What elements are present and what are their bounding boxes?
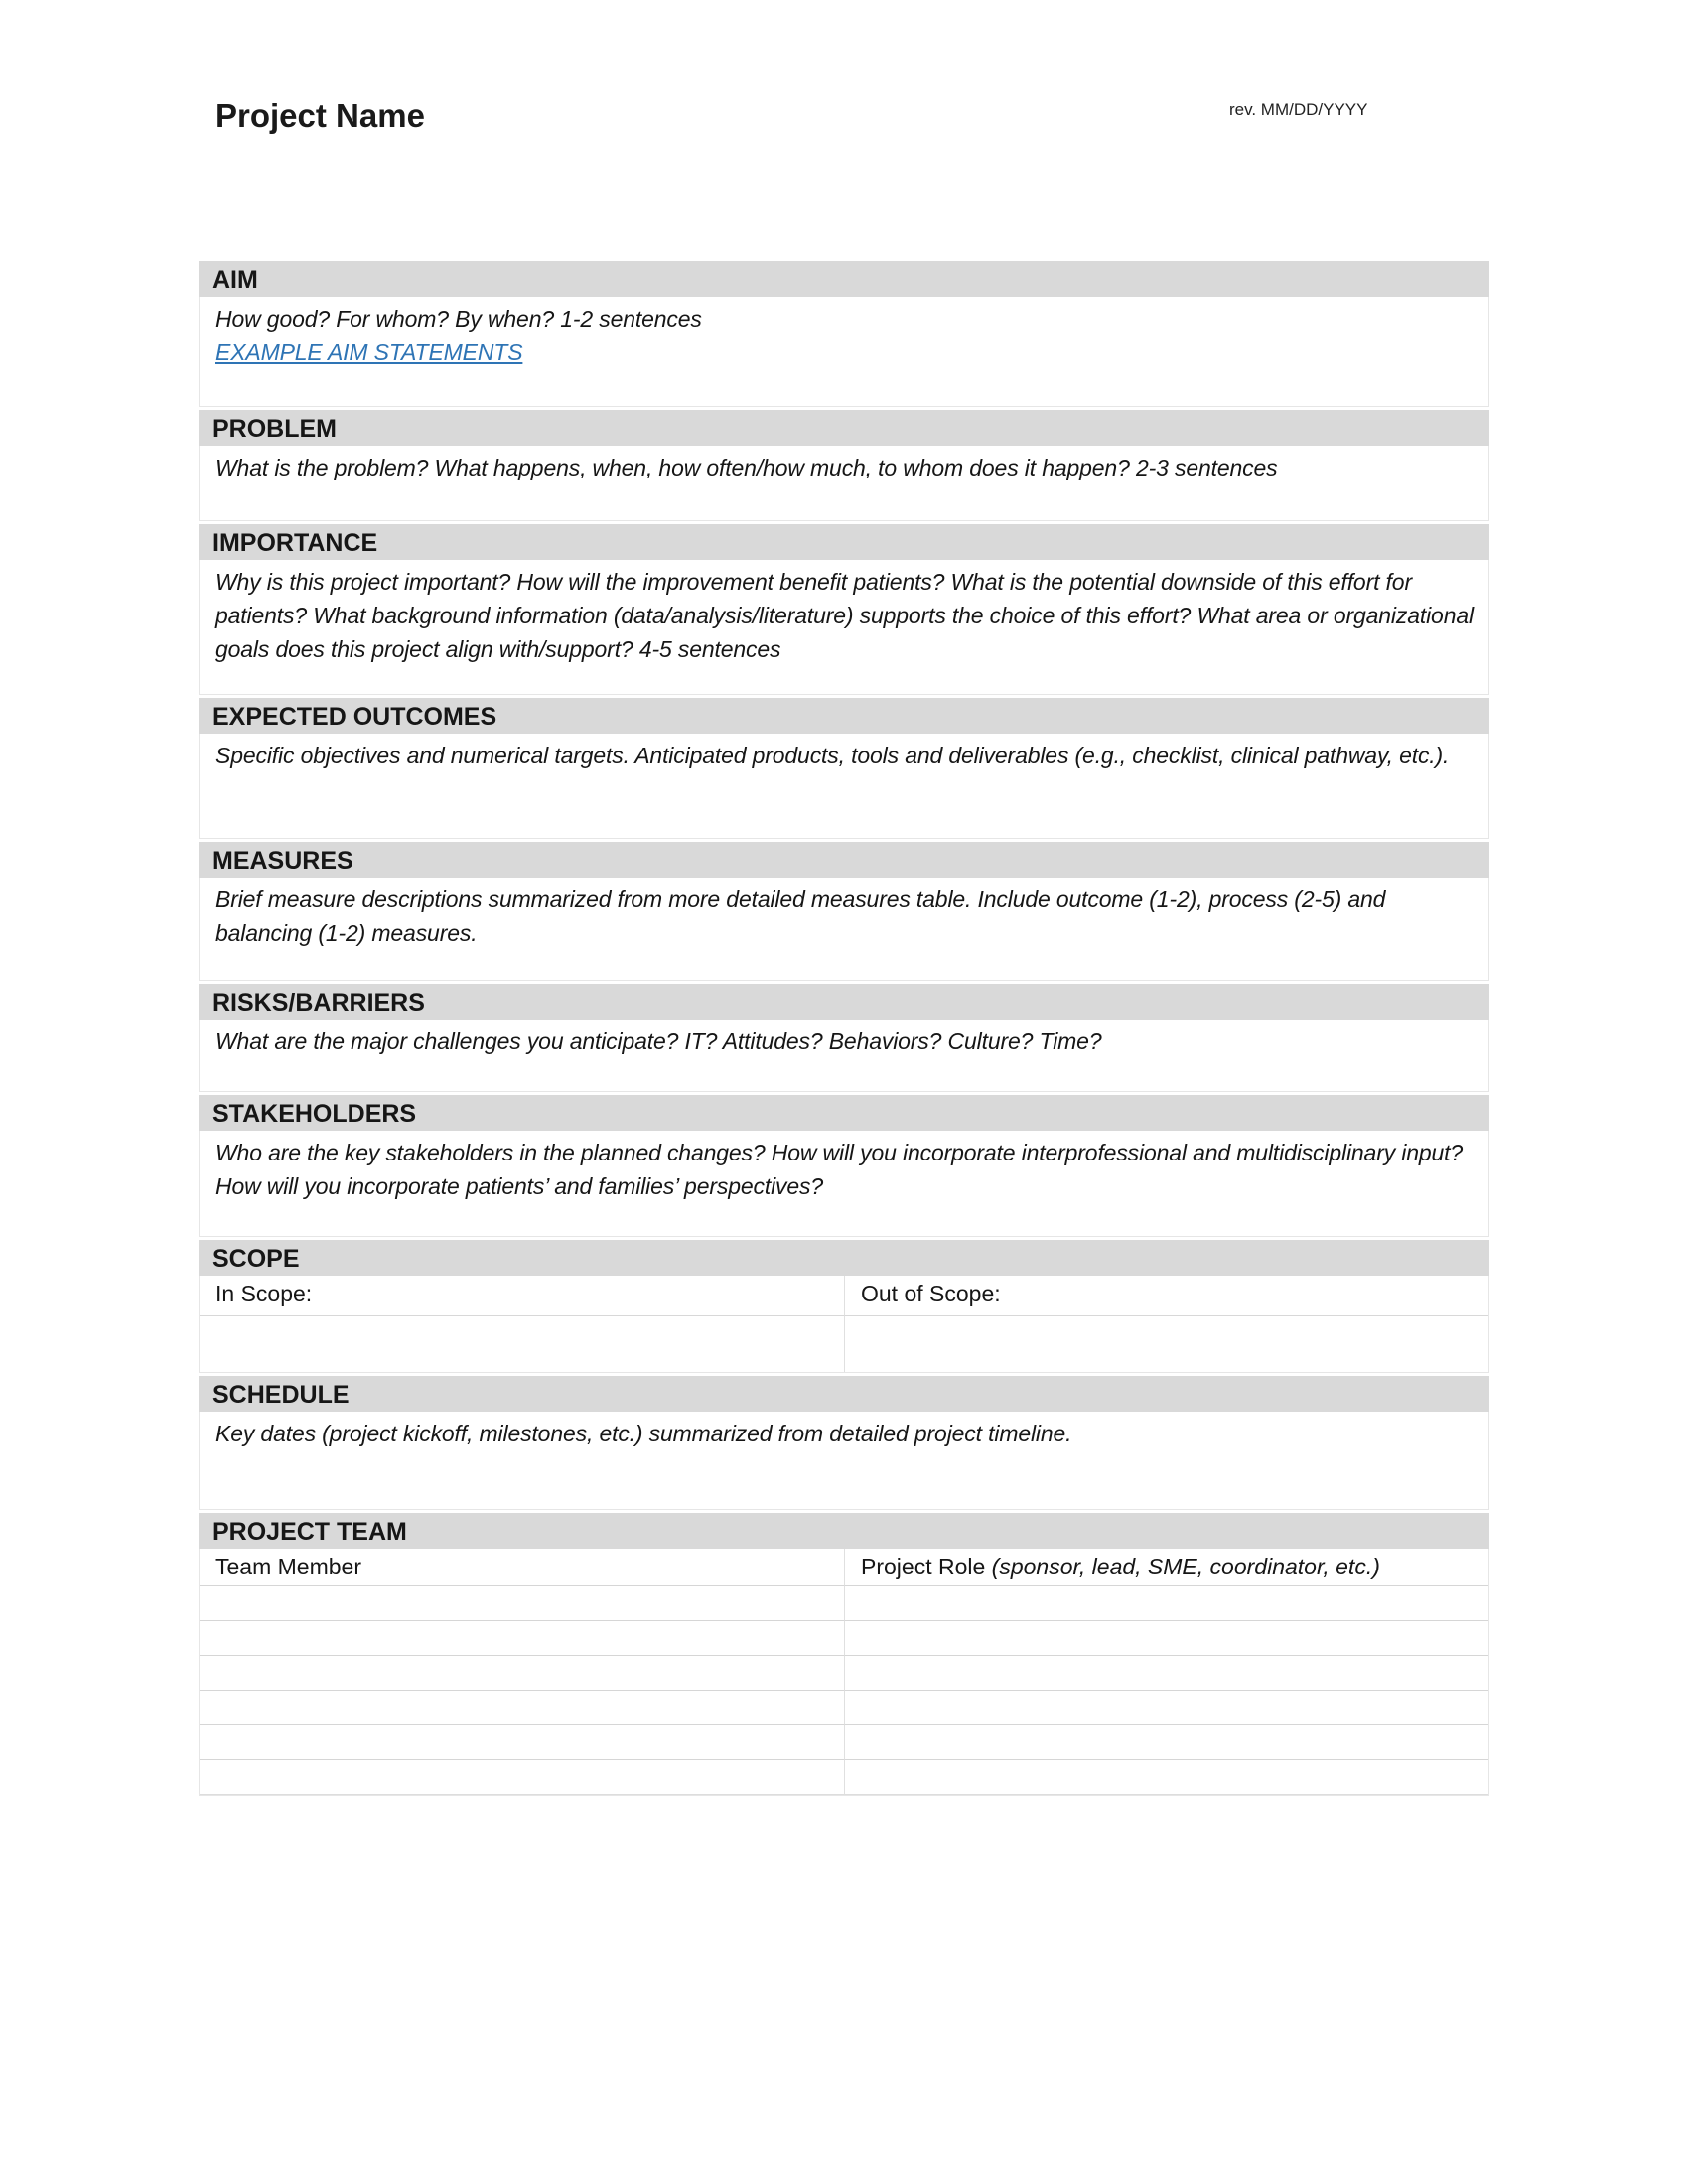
team-role-input-cell[interactable] xyxy=(844,1621,1488,1656)
team-member-input-cell[interactable] xyxy=(200,1586,844,1621)
section-risks-barriers xyxy=(199,984,1489,1092)
section-aim xyxy=(199,261,1489,407)
section-scope-header: SCOPE xyxy=(199,1240,1489,1276)
section-schedule-header: SCHEDULE xyxy=(199,1376,1489,1412)
project-team-table xyxy=(199,1549,1489,1796)
section-aim-header: AIM xyxy=(199,261,1489,297)
team-member-input-cell[interactable] xyxy=(200,1725,844,1760)
section-stakeholders-header: STAKEHOLDERS xyxy=(199,1095,1489,1131)
project-role-header-text: Project Role xyxy=(861,1554,986,1579)
section-measures-header: MEASURES xyxy=(199,842,1489,878)
team-role-input-cell[interactable] xyxy=(844,1725,1488,1760)
section-risks-barriers-header: RISKS/BARRIERS xyxy=(199,984,1489,1020)
team-member-input-cell[interactable] xyxy=(200,1760,844,1795)
section-expected-outcomes-header: EXPECTED OUTCOMES xyxy=(199,698,1489,734)
section-project-team xyxy=(199,1513,1489,1796)
section-scope xyxy=(199,1240,1489,1373)
project-role-column-header xyxy=(844,1549,1488,1586)
section-project-team-header: PROJECT TEAM xyxy=(199,1513,1489,1549)
team-member-input-cell[interactable] xyxy=(200,1621,844,1656)
measures-prompt-text: Brief measure descriptions summarized from more detailed measures table. Include outcome (1-2), process (2-5) and balancing (1-2) measures. xyxy=(199,878,1489,981)
out-of-scope-label-cell: Out of Scope: xyxy=(844,1276,1488,1316)
scope-table xyxy=(199,1276,1489,1373)
revision-label: rev. MM/DD/YYYY xyxy=(1229,100,1368,119)
aim-prompt-text: How good? For whom? By when? 1-2 sentences xyxy=(215,306,702,332)
section-schedule xyxy=(199,1376,1489,1510)
in-scope-label-cell: In Scope: xyxy=(200,1276,844,1316)
team-role-input-cell[interactable] xyxy=(844,1656,1488,1691)
problem-prompt-text: What is the problem? What happens, when, how often/how much, to whom does it happen? 2-3 sentences xyxy=(199,446,1489,521)
section-expected-outcomes xyxy=(199,698,1489,839)
importance-prompt-text: Why is this project important? How will the improvement benefit patients? What is the potential downside of this effort for patients? What background information (data/analysis/literature) supports the choice of this effort? What area or organizational goals does this project align with/support? 4-5 sentences xyxy=(199,560,1489,695)
document-body xyxy=(199,261,1489,1799)
project-role-header-note: (sponsor, lead, SME, coordinator, etc.) xyxy=(991,1554,1380,1579)
section-stakeholders xyxy=(199,1095,1489,1237)
example-aim-statements-link[interactable]: EXAMPLE AIM STATEMENTS xyxy=(215,340,523,365)
out-of-scope-input-cell[interactable] xyxy=(844,1316,1488,1372)
section-aim-body xyxy=(199,297,1489,407)
risks-barriers-prompt-text: What are the major challenges you anticipate? IT? Attitudes? Behaviors? Culture? Time? xyxy=(199,1020,1489,1092)
team-member-input-cell[interactable] xyxy=(200,1691,844,1725)
page-title: Project Name xyxy=(215,97,425,134)
team-role-input-cell[interactable] xyxy=(844,1586,1488,1621)
section-importance-header: IMPORTANCE xyxy=(199,524,1489,560)
expected-outcomes-prompt-text: Specific objectives and numerical targets. Anticipated products, tools and deliverables (e.g., checklist, clinical pathway, etc.). xyxy=(199,734,1489,839)
team-member-column-header: Team Member xyxy=(200,1549,844,1586)
section-measures xyxy=(199,842,1489,981)
section-importance xyxy=(199,524,1489,695)
schedule-prompt-text: Key dates (project kickoff, milestones, etc.) summarized from detailed project timeline. xyxy=(199,1412,1489,1510)
section-problem-header: PROBLEM xyxy=(199,410,1489,446)
team-role-input-cell[interactable] xyxy=(844,1691,1488,1725)
in-scope-input-cell[interactable] xyxy=(200,1316,844,1372)
team-role-input-cell[interactable] xyxy=(844,1760,1488,1795)
team-member-input-cell[interactable] xyxy=(200,1656,844,1691)
stakeholders-prompt-text: Who are the key stakeholders in the planned changes? How will you incorporate interprofessional and multidisciplinary input? How will you incorporate patients’ and families’ perspectives? xyxy=(199,1131,1489,1237)
section-problem xyxy=(199,410,1489,521)
